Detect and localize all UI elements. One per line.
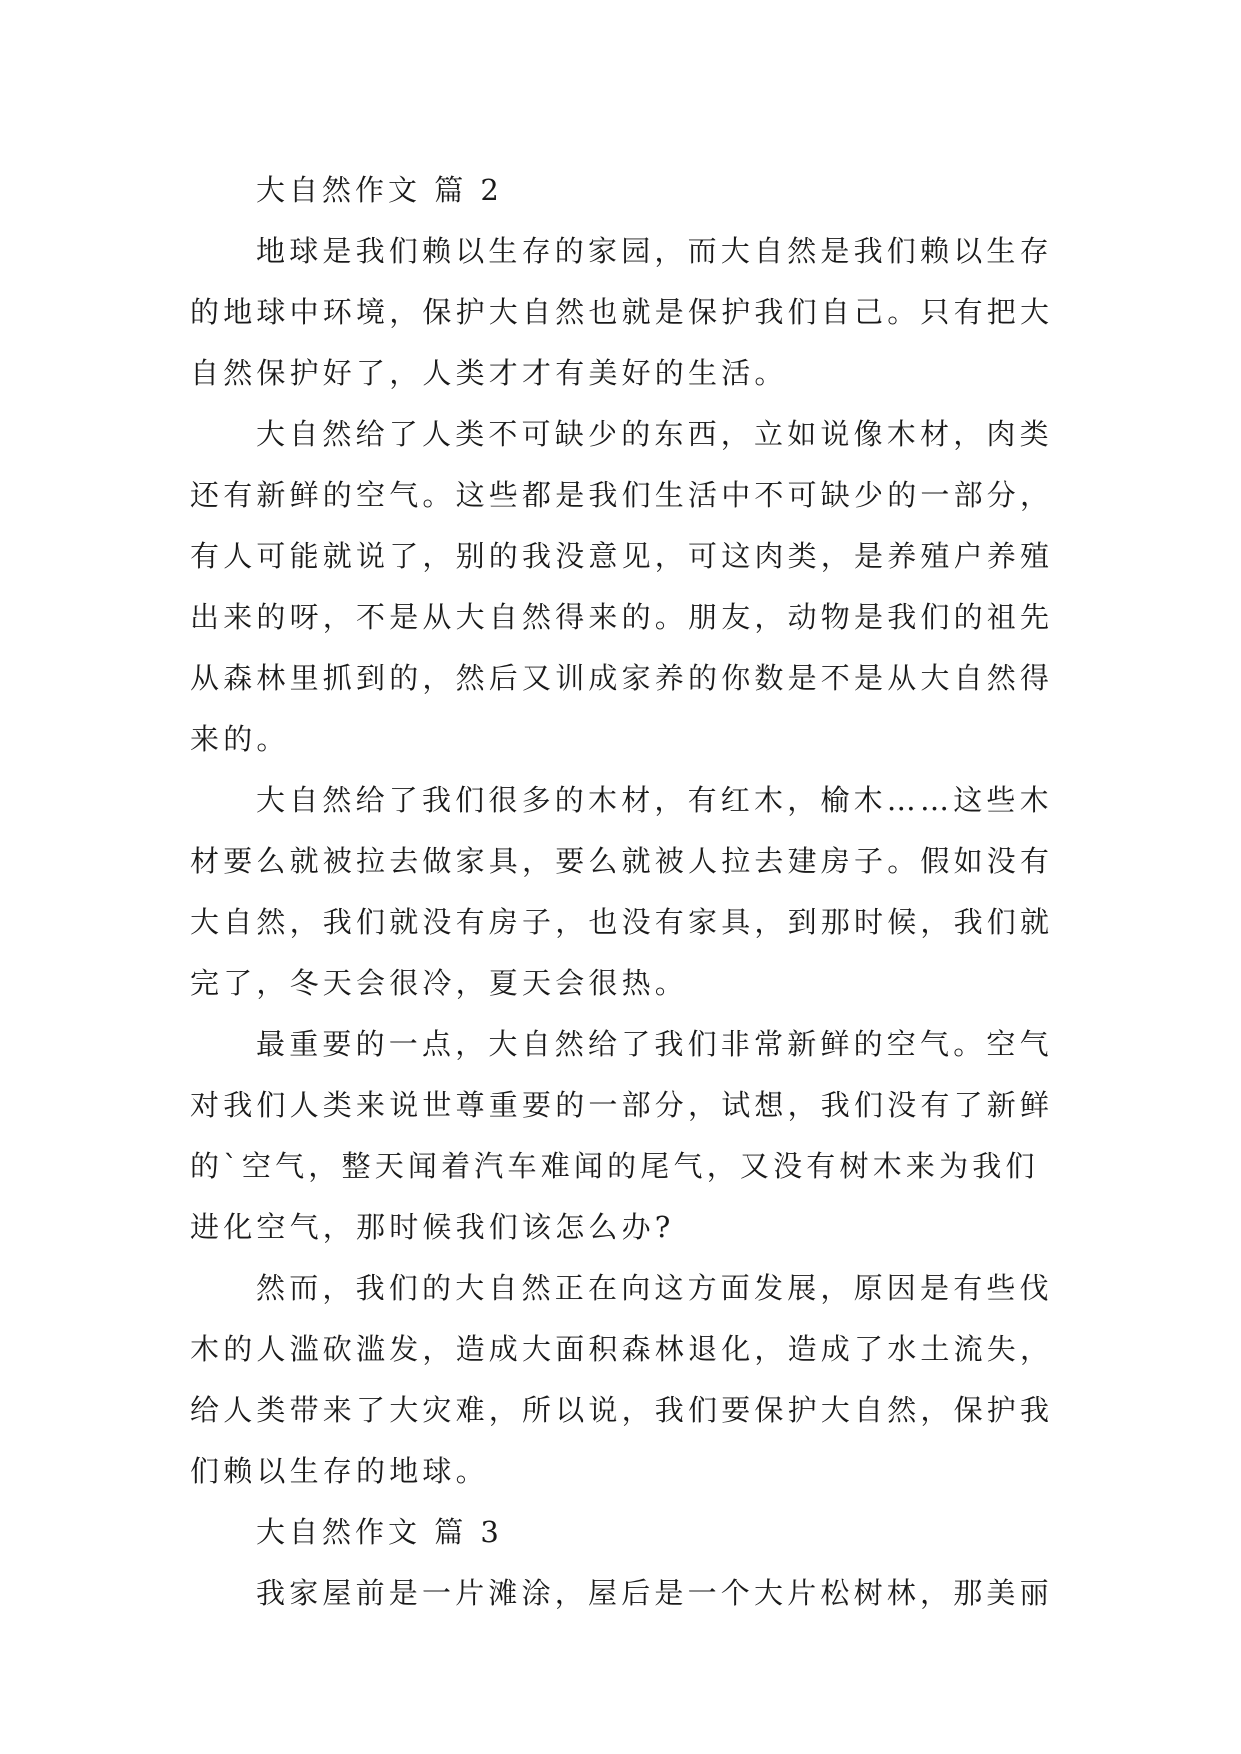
paragraph-line: 大自然给了人类不可缺少的东西，立如说像木材，肉类 [256, 417, 1053, 451]
paragraph-line: 材要么就被拉去做家具，要么就被人拉去建房子。假如没有 [190, 844, 1054, 878]
paragraph-line: 最重要的一点，大自然给了我们非常新鲜的空气。空气 [256, 1027, 1053, 1061]
paragraph-line: 从森林里抓到的，然后又训成家养的你数是不是从大自然得 [190, 661, 1054, 695]
paragraph-line: 的`空气，整天闻着汽车难闻的尾气，又没有树木来为我们 [190, 1149, 1039, 1183]
paragraph-line: 地球是我们赖以生存的家园，而大自然是我们赖以生存 [256, 234, 1053, 268]
paragraph-line: 大自然给了我们很多的木材，有红木，榆木……这些木 [256, 783, 1053, 817]
paragraph-line: 我家屋前是一片滩涂，屋后是一个大片松树林，那美丽 [256, 1576, 1053, 1610]
document-body [190, 160, 1052, 1624]
paragraph-line: 来的。 [190, 722, 290, 756]
paragraph-line: 大自然，我们就没有房子，也没有家具，到那时候，我们就 [190, 905, 1054, 939]
paragraph-line: 进化空气，那时候我们该怎么办? [190, 1210, 675, 1244]
paragraph-line: 完了，冬天会很冷，夏天会很热。 [190, 966, 689, 1000]
paragraph-line: 有人可能就说了，别的我没意见，可这肉类，是养殖户养殖 [190, 539, 1054, 573]
section-heading: 大自然作文 篇 2 [256, 173, 503, 207]
paragraph-line: 自然保护好了，人类才才有美好的生活。 [190, 356, 788, 390]
paragraph-line: 然而，我们的大自然正在向这方面发展，原因是有些伐 [256, 1271, 1053, 1305]
paragraph-line: 的地球中环境，保护大自然也就是保护我们自己。只有把大 [190, 295, 1054, 329]
paragraph-line: 出来的呀，不是从大自然得来的。朋友，动物是我们的祖先 [190, 600, 1054, 634]
paragraph-line: 木的人滥砍滥发，造成大面积森林退化，造成了水土流失， [190, 1332, 1054, 1366]
section-heading: 大自然作文 篇 3 [256, 1515, 503, 1549]
paragraph-line: 还有新鲜的空气。这些都是我们生活中不可缺少的一部分， [190, 478, 1054, 512]
paragraph-line: 给人类带来了大灾难，所以说，我们要保护大自然，保护我 [190, 1393, 1054, 1427]
paragraph-line: 们赖以生存的地球。 [190, 1454, 489, 1488]
paragraph-line: 对我们人类来说世尊重要的一部分，试想，我们没有了新鲜 [190, 1088, 1054, 1122]
